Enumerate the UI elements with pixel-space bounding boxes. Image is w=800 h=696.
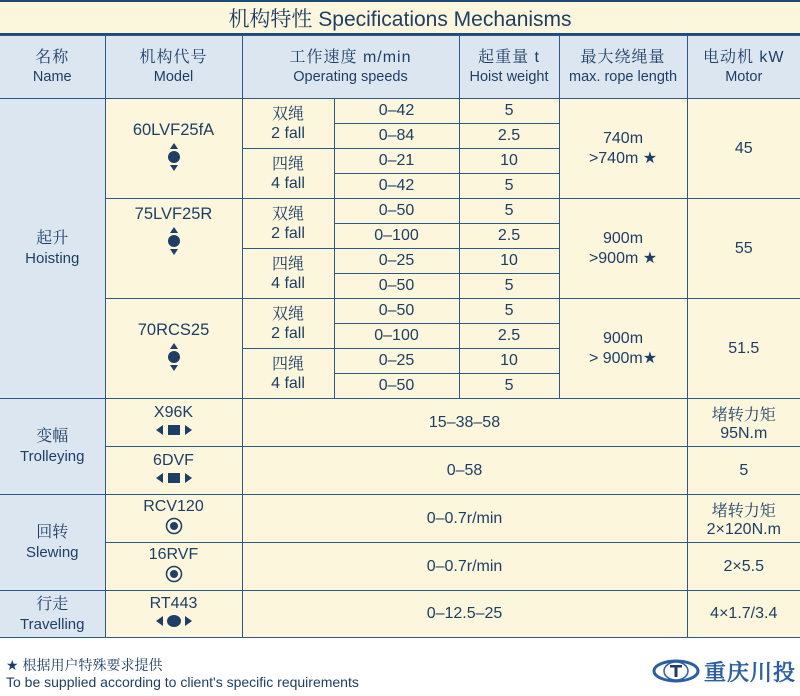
speed-cell: 0–50 — [334, 199, 459, 224]
weight-cell: 2.5 — [459, 224, 559, 249]
slewing-circle-icon — [165, 517, 183, 540]
model-name: X96K — [153, 404, 194, 421]
spec-table — [0, 35, 800, 638]
speed-cell: 0–50 — [334, 299, 459, 324]
weight-cell: 5 — [459, 274, 559, 299]
header-name: 名称 Name — [0, 36, 105, 99]
speed-cell: 0–42 — [334, 174, 459, 199]
rope-cell: 900m > 900m★ — [559, 299, 687, 399]
model-name: RT443 — [149, 595, 198, 612]
left-right-arrow-icon — [156, 423, 192, 441]
header-rope: 最大绕绳量 max. rope length — [559, 36, 687, 99]
motor-cell: 2×5.5 — [687, 543, 800, 591]
header-speed: 工作速度 m/min Operating speeds — [242, 36, 459, 99]
motor-cell: 45 — [687, 99, 800, 199]
weight-cell: 10 — [459, 149, 559, 174]
speed-cell: 0–25 — [334, 349, 459, 374]
speed-cell: 0–100 — [334, 324, 459, 349]
weight-cell: 5 — [459, 99, 559, 124]
fall-label: 双绳 2 fall — [242, 99, 334, 149]
footnote-en: To be supplied according to client's specific requirements — [6, 674, 359, 690]
model-name: 75LVF25R — [134, 205, 213, 223]
model-cell — [105, 495, 242, 543]
up-down-arrow-icon — [166, 343, 182, 376]
speed-cell: 0–0.7r/min — [242, 495, 687, 543]
rope-cell: 900m >900m ★ — [559, 199, 687, 299]
table-title: 机构特性 Specifications Mechanisms — [0, 0, 800, 35]
model-cell — [105, 299, 242, 399]
model-cell — [105, 591, 242, 638]
group-travelling: 行走 Travelling — [0, 591, 105, 638]
model-cell — [105, 399, 242, 447]
model-name: 16RVF — [148, 545, 199, 563]
weight-cell: 5 — [459, 174, 559, 199]
up-down-arrow-icon — [166, 227, 182, 260]
footnote — [6, 657, 359, 691]
speed-cell: 0–84 — [334, 124, 459, 149]
model-name: 60LVF25fA — [132, 121, 215, 139]
motor-cell: 55 — [687, 199, 800, 299]
fall-label: 双绳 2 fall — [242, 299, 334, 349]
group-trolleying: 变幅 Trolleying — [0, 399, 105, 495]
weight-cell: 5 — [459, 299, 559, 324]
model-cell — [105, 99, 242, 199]
speed-cell: 0–25 — [334, 249, 459, 274]
speed-cell: 0–0.7r/min — [242, 543, 687, 591]
motor-cell: 5 — [687, 447, 800, 495]
motor-cell: 4×1.7/3.4 — [687, 591, 800, 638]
model-name: RCV120 — [143, 497, 204, 515]
group-slewing: 回转 Slewing — [0, 495, 105, 591]
header-motor: 电动机 kW Motor — [687, 36, 800, 99]
slewing-circle-icon — [165, 565, 183, 588]
motor-cell: 堵转力矩 2×120N.m — [687, 495, 800, 543]
header-model: 机构代号 Model — [105, 36, 242, 99]
model-cell — [105, 199, 242, 299]
up-down-arrow-icon — [166, 143, 182, 176]
weight-cell: 10 — [459, 349, 559, 374]
speed-cell: 0–42 — [334, 99, 459, 124]
weight-cell: 5 — [459, 374, 559, 399]
model-cell — [105, 447, 242, 495]
speed-cell: 0–21 — [334, 149, 459, 174]
group-hoisting: 起升 Hoisting — [0, 99, 105, 399]
fall-label: 四绳 4 fall — [242, 349, 334, 399]
weight-cell: 2.5 — [459, 324, 559, 349]
motor-cell: 堵转力矩 95N.m — [687, 399, 800, 447]
weight-cell: 5 — [459, 199, 559, 224]
model-cell — [105, 543, 242, 591]
left-right-arrow-icon — [156, 471, 192, 489]
speed-cell: 15–38–58 — [242, 399, 687, 447]
motor-cell: 51.5 — [687, 299, 800, 399]
model-name: 70RCS25 — [137, 321, 210, 339]
speed-cell: 0–50 — [334, 274, 459, 299]
speed-cell: 0–12.5–25 — [242, 591, 687, 638]
speed-cell: 0–50 — [334, 374, 459, 399]
speed-cell: 0–58 — [242, 447, 687, 495]
fall-label: 四绳 4 fall — [242, 249, 334, 299]
model-name: 6DVF — [153, 452, 194, 469]
rope-cell: 740m >740m ★ — [559, 99, 687, 199]
fall-label: 四绳 4 fall — [242, 149, 334, 199]
footnote-zh: ★ 根据用户特殊要求提供 — [6, 657, 163, 673]
company-logo — [652, 654, 796, 688]
logo-mark-icon — [652, 658, 700, 684]
travel-arrow-icon — [156, 614, 192, 633]
header-weight: 起重量 t Hoist weight — [459, 36, 559, 99]
weight-cell: 2.5 — [459, 124, 559, 149]
speed-cell: 0–100 — [334, 224, 459, 249]
weight-cell: 10 — [459, 249, 559, 274]
fall-label: 双绳 2 fall — [242, 199, 334, 249]
logo-text: 重庆川投 — [704, 659, 797, 685]
